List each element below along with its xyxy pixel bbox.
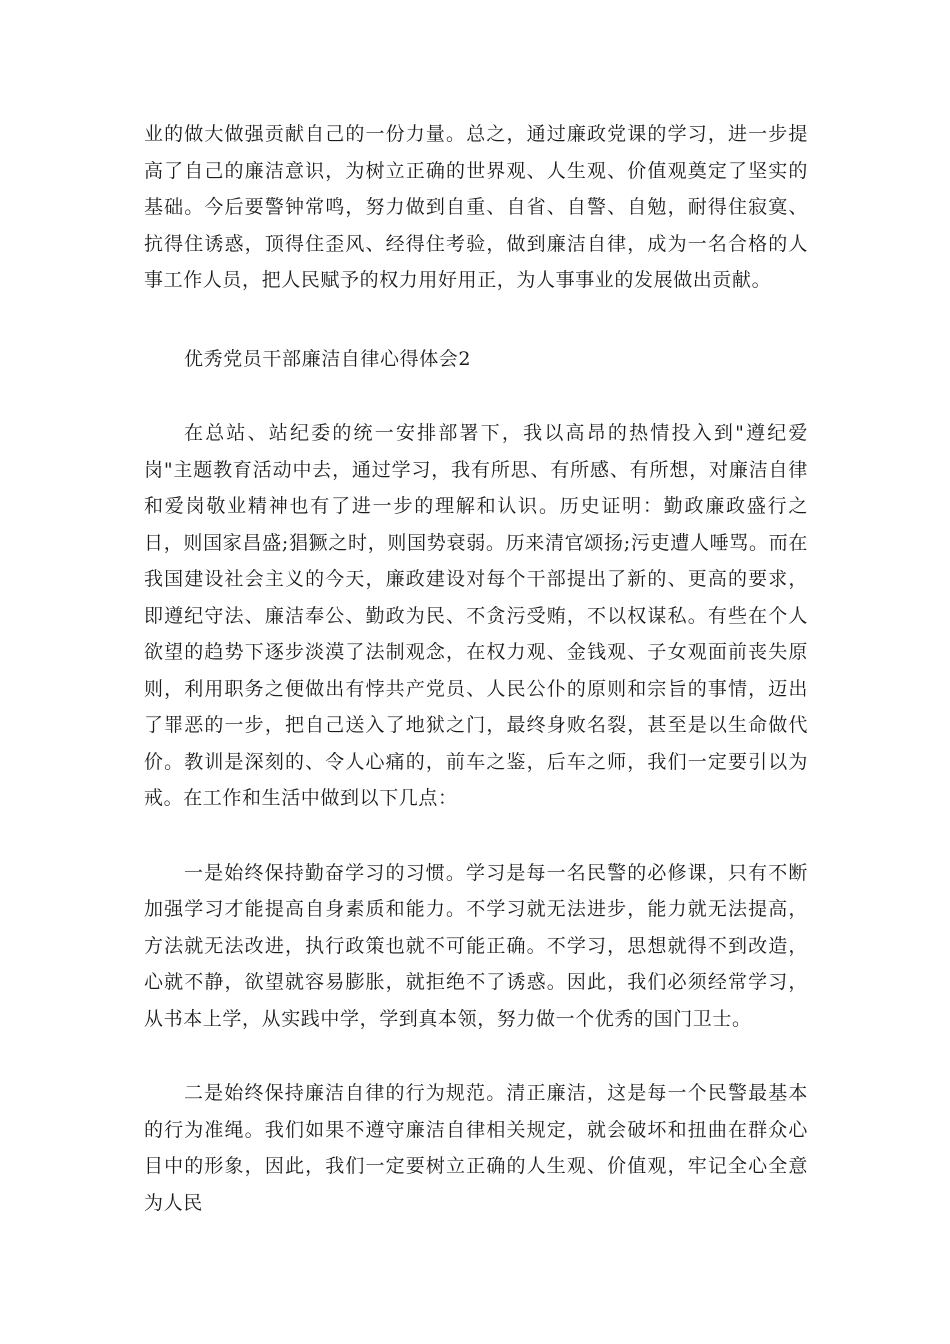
paragraph-intro: 在总站、站纪委的统一安排部署下，我以高昂的热情投入到"遵纪爱岗"主题教育活动中去，通过学习，我有所思、有所感、有所想，对廉洁自律和爱岗敬业精神也有了进一步的理解和认识。历史证明：勤政廉政盛行之日，则国家昌盛;猖獗之时，则国势衰弱。历来清官颂扬;污吏遭人唾骂。而在我国建设社会主义的今天，廉政建设对每个干部提出了新的、更高的要求，即遵纪守法、廉洁奉公、勤政为民、不贪污受贿，不以权谋私。有些在个人欲望的趋势下逐步淡漠了法制观念，在权力观、金钱观、子女观面前丧失原则，利用职务之便做出有悖共产党员、人民公仆的原则和宗旨的事情，迈出了罪恶的一步，把自己送入了地狱之门，最终身败名裂，甚至是以生命做代价。教训是深刻的、令人心痛的，前车之鉴，后车之师，我们一定要引以为戒。在工作和生活中做到以下几点： [144, 422, 808, 809]
section-title: 优秀党员干部廉洁自律心得体会2 [184, 347, 472, 370]
paragraph-spacer [144, 817, 808, 855]
document-page [144, 116, 808, 1221]
paragraph-continued: 业的做大做强贡献自己的一份力量。总之，通过廉政党课的学习，进一步提高了自己的廉洁意识，为树立正确的世界观、人生观、价值观奠定了坚实的基础。今后要警钟常鸣，努力做到自重、自省、自警、自勉，耐得住寂寞、抗得住诱惑，顶得住歪风、经得住考验，做到廉洁自律，成为一名合格的人事工作人员，把人民赋予的权力用好用正，为人事事业的发展做出贡献。 [144, 123, 808, 291]
paragraph-spacer [144, 299, 808, 341]
paragraph-point-2: 二是始终保持廉洁自律的行为规范。清正廉洁，这是每一个民警最基本的行为准绳。我们如果不遵守廉洁自律相关规定，就会破坏和扭曲在群众心目中的形象，因此，我们一定要树立正确的人生观、价值观，牢记全心全意为人民 [144, 1082, 808, 1214]
paragraph-point-1: 一是始终保持勤奋学习的习惯。学习是每一名民警的必修课，只有不断加强学习才能提高自身素质和能力。不学习就无法进步，能力就无法提高，方法就无法改进，执行政策也就不可能正确。不学习，思想就得不到改造，心就不静，欲望就容易膨胀，就拒绝不了诱惑。因此，我们必须经常学习，从书本上学，从实践中学，学到真本领，努力做一个优秀的国门卫士。 [144, 861, 808, 1030]
paragraph-spacer [144, 377, 808, 415]
paragraph-spacer [144, 1037, 808, 1075]
